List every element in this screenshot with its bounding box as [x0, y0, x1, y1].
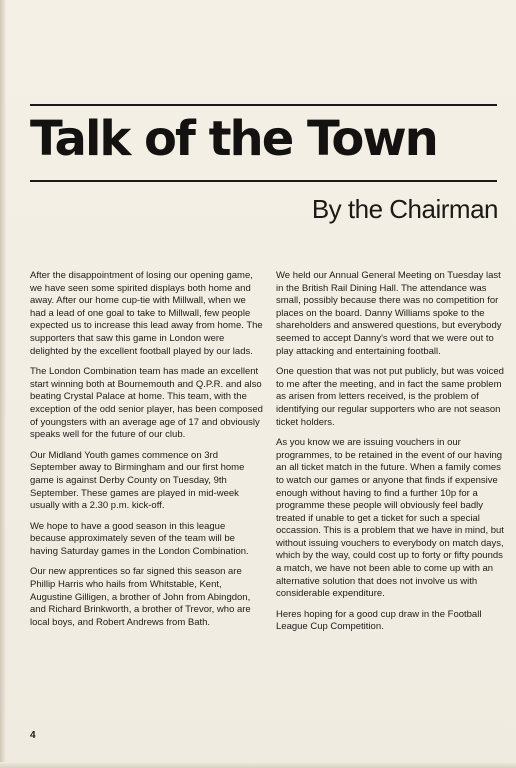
page-edge-shadow: [0, 0, 6, 768]
right-column: [276, 270, 509, 642]
paragraph: As you know we are issuing vouchers in our programmes, to be retained in the event of our having an all ticket match in the future. When a family comes to watch our games or anyone that finds if expensive enough without having to find a further 10p for a programme these people will obviously feel badly treated if unable to get a ticket for such a special occassion. This is a problem that we have in mind, but without issuing vouchers to everybody on match days, which by the way, could cost up to forty or fifty pounds a match, we have not been able to come up with an alternative solution that does not involve us with considerable expenditure.: [276, 437, 504, 600]
paragraph: One question that was not put publicly, but was voiced to me after the meeting, and in fact the same problem as arisen from letters received, is the problem of identifying our regular supporters who are not season ticket holders.: [276, 366, 504, 428]
paragraph: Our new apprentices so far signed this season are Phillip Harris who hails from Whitstable, Kent, Augustine Gilligen, a brother of John from Abingdon, and Richard Brinkworth, a brother of Trevor, who are local boys, and Robert Andrews from Bath.: [30, 566, 251, 628]
title-rule: [30, 180, 497, 182]
paragraph: The London Combination team has made an excellent start winning both at Bournemouth and Q.P.R. and also beating Crystal Palace at home. This team, with the exception of the odd senior player, has been composed of youngsters with an average age of 17 and obviously speaks well for the future of our club.: [30, 366, 263, 441]
paragraph: After the disappointment of losing our opening game, we have seen some spirited displays both home and away. After our home cup-tie with Millwall, when we had a lead of one goal to take to Millwall, few people expected us to increase this lead away from home. The supporters that saw this game in London were delighted by the excellent football played by our lads.: [30, 270, 263, 357]
paragraph: Our Midland Youth games commence on 3rd September away to Birmingham and our first home game is against Derby County on Tuesday, 9th September. These games are played in mid-week usually with a 2.30 p.m. kick-off.: [30, 449, 245, 512]
left-column: [30, 270, 263, 637]
paragraph: Heres hoping for a good cup draw in the Football League Cup Competition.: [276, 608, 482, 633]
page-number: 4: [30, 730, 36, 741]
top-rule: [30, 104, 497, 106]
byline: By the Chairman: [311, 194, 498, 224]
paragraph: We held our Annual General Meeting on Tuesday last in the British Rail Dining Hall. The attendance was small, possibly because there was no competition for places on the board. Danny Williams spoke to the shareholders and answered questions, but everybody seemed to accept Danny's word that we were out to play attacking and entertaining football.: [276, 270, 502, 357]
page-bottom-shadow: [0, 762, 516, 768]
paragraph: We hope to have a good season in this league because approximately seven of the team will be having Saturday games in the London Combination.: [30, 520, 249, 557]
page-title: Talk of the Town: [30, 111, 437, 167]
